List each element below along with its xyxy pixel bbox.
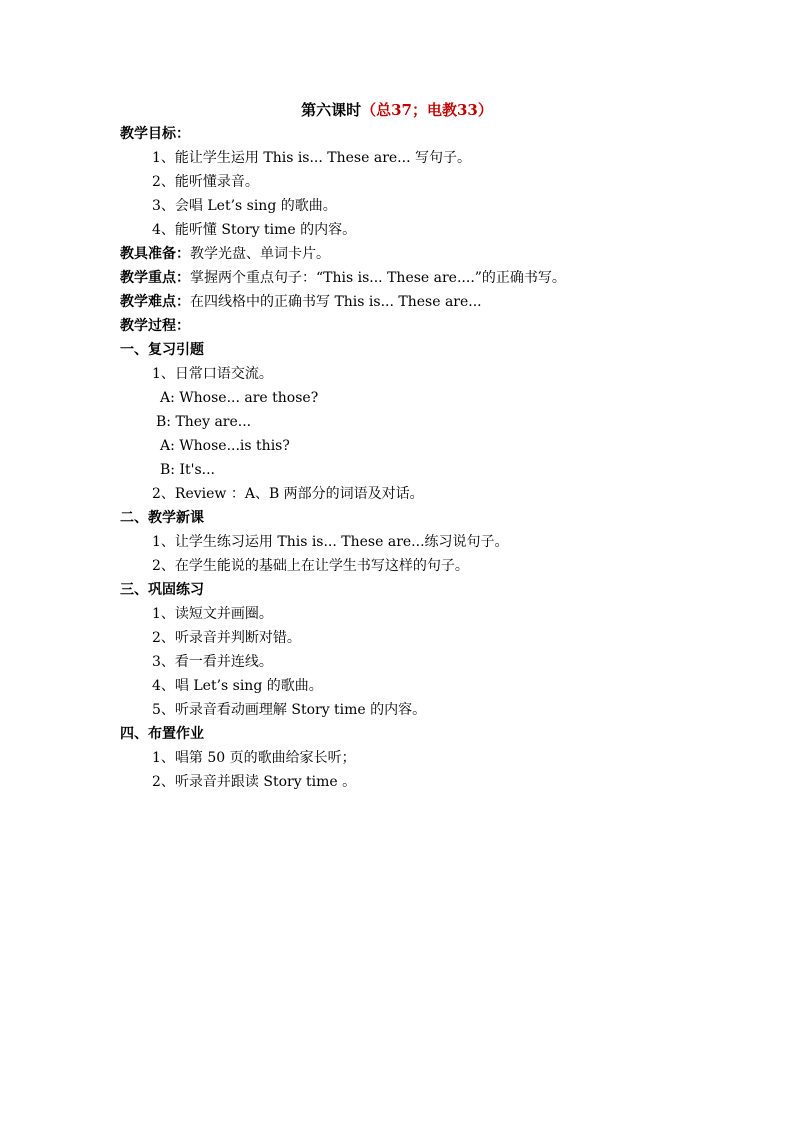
section3-item-2: 2、听录音并判断对错。 [152,630,301,646]
objective-item-1: 1、能让学生运用 This is... These are... 写句子。 [152,150,471,166]
dialogue-line-3: A: Whose...is this? [160,438,290,454]
objective-item-3: 3、会唱 Let’s sing 的歌曲。 [152,198,337,214]
dialogue-line-2: B: They are... [156,414,252,430]
difficulty-line [120,290,482,314]
section1-heading: 一、复习引题 [120,342,204,358]
difficulty-text: 在四线格中的正确书写 This is... These are... [190,294,482,310]
title-main: 第六课时 [301,101,362,119]
dialogue-line-1: A: Whose... are those? [160,390,319,406]
section2-heading: 二、教学新课 [120,510,204,526]
key-point-text: 掌握两个重点句子：“This is... These are....”的正确书写。 [190,270,566,286]
section3-heading: 三、巩固练习 [120,582,204,598]
tools-line [120,242,330,266]
key-point-line [120,266,566,290]
section3-item-5: 5、听录音看动画理解 Story time 的内容。 [152,702,427,718]
objective-item-2: 2、能听懂录音。 [152,174,259,190]
lesson-title [0,100,794,120]
objectives-heading: 教学目标： [120,126,190,142]
section3-item-1: 1、读短文并画圈。 [152,606,273,622]
dialogue-line-4: B: It's... [160,462,215,478]
section2-item-1: 1、让学生练习运用 This is... These are...练习说句子。 [152,534,509,550]
tools-label: 教具准备： [120,246,190,262]
difficulty-label: 教学难点： [120,294,190,310]
section3-item-4: 4、唱 Let’s sing 的歌曲。 [152,678,323,694]
section4-heading: 四、布置作业 [120,726,204,742]
section2-item-2: 2、在学生能说的基础上在让学生书写这样的句子。 [152,558,469,574]
section1-item-2: 2、Review ：A、B 两部分的词语及对话。 [152,486,424,502]
objective-item-4: 4、能听懂 Story time 的内容。 [152,222,357,238]
section4-item-2: 2、听录音并跟读 Story time 。 [152,774,357,790]
process-heading: 教学过程： [120,318,190,334]
section1-item-1: 1、日常口语交流。 [152,366,273,382]
key-point-label: 教学重点： [120,270,190,286]
tools-text: 教学光盘、单词卡片。 [190,246,330,262]
section4-item-1: 1、唱第 50 页的歌曲给家长听； [152,750,356,766]
title-paren: （总37；电教33） [361,101,493,119]
section3-item-3: 3、看一看并连线。 [152,654,273,670]
